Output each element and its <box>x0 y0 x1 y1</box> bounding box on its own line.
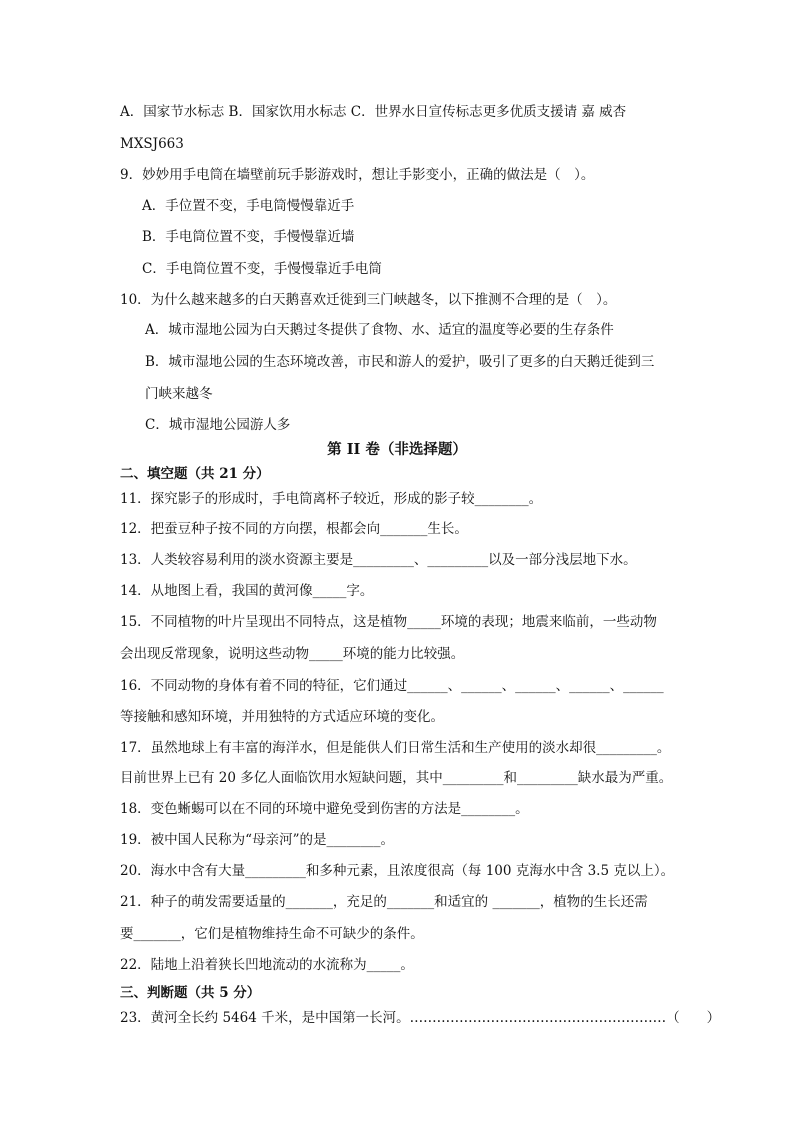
q9-option-b: B．手电筒位置不变，手慢慢靠近墙 <box>142 229 355 245</box>
question-10: 10．为什么越来越多的白天鹅喜欢迁徙到三门峡越冬，以下推测不合理的是（ ）。 <box>120 292 617 308</box>
question-23: 23．黄河全长约 5464 千米，是中国第一长河。…………………………………………………（ ） <box>120 1010 721 1026</box>
question-21: 21．种子的萌发需要适量的_______，充足的_______和适宜的 _______，植物的生长还需 <box>120 894 648 910</box>
q9-option-c: C．手电筒位置不变，手慢慢靠近手电筒 <box>142 261 382 277</box>
question-12: 12．把蚕豆种子按不同的方向摆，根都会向_______生长。 <box>120 521 468 537</box>
q10-option-a: A．城市湿地公园为白天鹅过冬提供了食物、水、适宜的温度等必要的生存条件 <box>145 322 614 338</box>
section-heading-true-false: 三、判断题（共 5 分） <box>120 985 261 1001</box>
section-title-volume-2: 第 II 卷（非选择题） <box>327 441 467 458</box>
question-15-cont: 会出现反常现象，说明这些动物_____环境的能力比较强。 <box>120 646 465 662</box>
q8-options-line-cont: MXSJ663 <box>120 136 184 152</box>
question-9: 9．妙妙用手电筒在墙壁前玩手影游戏时，想让手影变小，正确的做法是（ ）。 <box>120 167 595 183</box>
question-21-cont: 要_______，它们是植物维持生命不可缺少的条件。 <box>120 926 424 942</box>
section-heading-fill-in: 二、填空题（共 21 分） <box>120 466 270 482</box>
q10-option-b-cont: 门峡来越冬 <box>145 386 213 402</box>
question-14: 14．从地图上看，我国的黄河像_____字。 <box>120 583 374 599</box>
q8-options-line: A．国家节水标志 B．国家饮用水标志 C．世界水日宣传标志更多优质支援请 嘉 威杏 <box>120 104 627 120</box>
q10-option-b: B．城市湿地公园的生态环境改善，市民和游人的爱护，吸引了更多的白天鹅迁徙到三 <box>145 354 655 370</box>
q9-option-a: A．手位置不变，手电筒慢慢靠近手 <box>142 198 355 214</box>
question-16: 16．不同动物的身体有着不同的特征，它们通过______、______、______、______、______ <box>120 678 664 694</box>
q10-option-c: C．城市湿地公园游人多 <box>145 417 291 433</box>
question-20: 20．海水中含有大量_________和多种元素，且浓度很高（每 100 克海水中含 3.5 克以上）。 <box>120 863 675 879</box>
question-19: 19．被中国人民称为“母亲河”的是________。 <box>120 832 394 848</box>
question-15: 15．不同植物的叶片呈现出不同特点，这是植物_____环境的表现；地震来临前，一些动物 <box>120 614 657 630</box>
question-16-cont: 等接触和感知环境，并用独特的方式适应环境的变化。 <box>120 709 444 725</box>
question-22: 22．陆地上沿着狭长凹地流动的水流称为_____。 <box>120 957 414 973</box>
question-13: 13．人类较容易利用的淡水资源主要是_________、_________以及一部分浅层地下水。 <box>120 552 637 568</box>
question-18: 18．变色蜥蜴可以在不同的环境中避免受到伤害的方法是________。 <box>120 801 529 817</box>
question-11: 11．探究影子的形成时，手电筒离杯子较近，形成的影子较________。 <box>120 491 543 507</box>
question-17: 17．虽然地球上有丰富的海洋水，但是能供人们日常生活和生产使用的淡水却很_________。 <box>120 740 671 756</box>
question-17-cont: 目前世界上已有 20 多亿人面临饮用水短缺问题，其中_________和_________缺水最为严重。 <box>120 770 673 786</box>
